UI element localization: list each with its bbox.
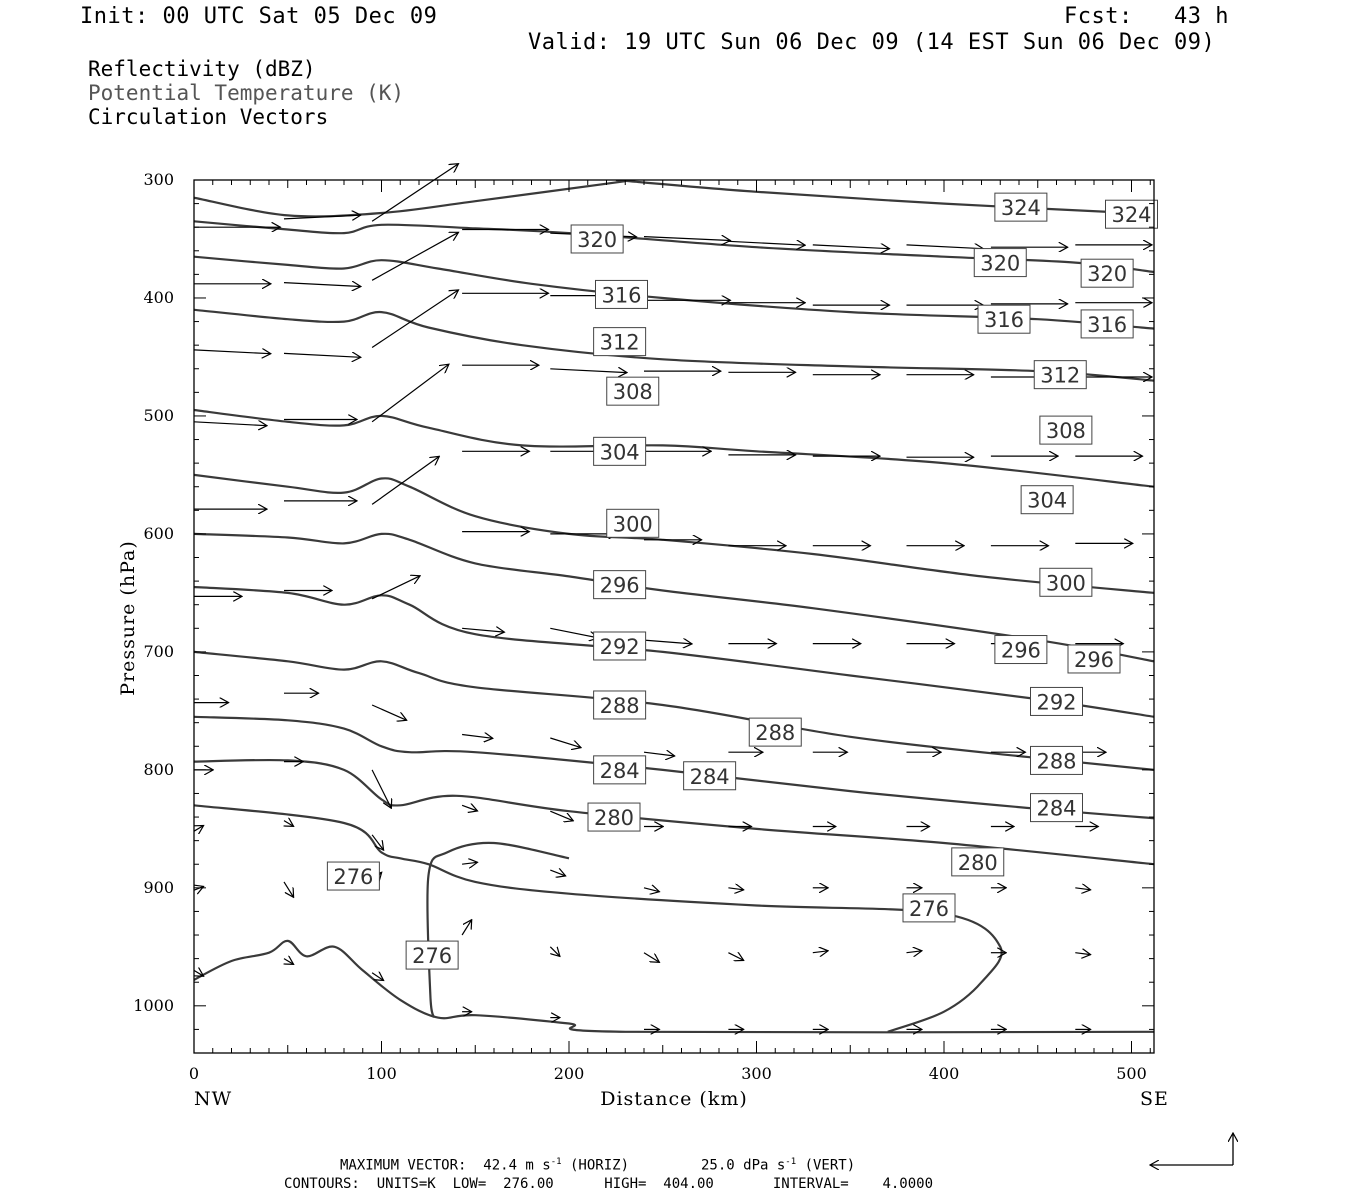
- contour-label-text: 316: [983, 308, 1025, 333]
- contour-label-288: [1031, 746, 1083, 774]
- contour-label-text: 300: [612, 512, 653, 537]
- x-tick-label: 400: [928, 1064, 960, 1083]
- circulation-vector: [372, 705, 407, 720]
- x-axis-title: Distance (km): [600, 1088, 748, 1110]
- contour-label-text: 276: [412, 944, 453, 969]
- isentrope-324: [616, 180, 1155, 215]
- max-vector-line: [340, 1157, 855, 1174]
- circulation-vector: [1075, 888, 1090, 890]
- contour-label-296: [594, 571, 646, 599]
- circulation-vector: [372, 364, 449, 422]
- circulation-vector: [728, 241, 805, 245]
- contour-label-text: 288: [755, 721, 796, 746]
- contour-label-300: [1040, 568, 1092, 596]
- circulation-vector: [813, 245, 890, 249]
- y-tick-label: 1000: [133, 995, 174, 1015]
- contour-label-304: [1021, 486, 1073, 514]
- x-end-label-left: NW: [194, 1088, 233, 1110]
- contour-label-text: 320: [577, 227, 618, 252]
- valid-time: Valid: 19 UTC Sun 06 Dec 09 (14 EST Sun 06 Dec 09): [528, 30, 1216, 55]
- circulation-vector: [462, 735, 493, 739]
- contour-label-324: [995, 193, 1047, 221]
- circulation-vector: [550, 369, 627, 373]
- contour-label-text: 312: [1040, 363, 1081, 388]
- circulation-vector: [372, 290, 458, 348]
- circulation-vector: [284, 353, 361, 357]
- contour-label-text: 316: [1087, 312, 1128, 337]
- contour-label-320: [974, 249, 1026, 277]
- isentrope-280: [194, 805, 1002, 1032]
- circulation-vector: [907, 245, 984, 249]
- y-tick-label: 300: [143, 170, 174, 189]
- contour-label-text: 300: [1045, 571, 1086, 596]
- x-tick-label: 0: [188, 1064, 200, 1083]
- contour-label-text: 280: [957, 850, 998, 875]
- circulation-vector: [284, 821, 294, 827]
- contour-label-300: [607, 509, 659, 537]
- contour-label-308: [607, 377, 659, 405]
- y-tick-label: 400: [143, 287, 174, 307]
- x-tick-label: 200: [553, 1064, 585, 1083]
- contour-label-text: 320: [980, 251, 1021, 276]
- contour-label-text: 324: [1111, 203, 1152, 228]
- contour-label-288: [594, 691, 646, 719]
- circulation-vector: [550, 947, 560, 957]
- isentrope-324: [194, 181, 625, 216]
- circulation-vector: [644, 752, 675, 756]
- reference-vector-icon: [1150, 1133, 1233, 1165]
- circulation-vector: [644, 640, 692, 644]
- circulation-vector: [372, 164, 458, 222]
- circulation-vector: [550, 738, 581, 748]
- y-axis-title: Pressure (hPa): [117, 540, 139, 696]
- isentrope-276: [194, 941, 1154, 1033]
- contour-label-text: 320: [1087, 262, 1128, 287]
- contour-label-292: [594, 632, 646, 660]
- field-reflectivity: Reflectivity (dBZ): [88, 57, 316, 81]
- contour-label-288: [749, 718, 801, 746]
- contour-label-284: [1031, 794, 1083, 822]
- contour-label-284: [684, 762, 736, 790]
- contour-label-284: [594, 756, 646, 784]
- contour-label-text: 308: [612, 380, 653, 405]
- contour-label-text: 296: [1073, 647, 1115, 672]
- circulation-vector: [284, 882, 294, 897]
- contour-label-text: 304: [599, 440, 640, 465]
- contour-label-280: [588, 803, 640, 831]
- circulation-vector: [372, 770, 391, 808]
- x-tick-label: 100: [366, 1064, 397, 1083]
- contour-label-292: [1031, 687, 1083, 715]
- circulation-vector: [1075, 953, 1090, 955]
- contour-info: CONTOURS: UNITS=K LOW= 276.00 HIGH= 404.00 INTERVAL= 4.0000: [284, 1176, 934, 1192]
- y-tick-label: 500: [143, 405, 174, 425]
- contour-label-316: [596, 280, 648, 308]
- contour-label-text: 280: [593, 806, 635, 831]
- contour-label-text: 284: [689, 764, 730, 789]
- contour-label-312: [1034, 361, 1086, 389]
- contour-label-276: [406, 941, 458, 969]
- contour-label-320: [571, 225, 623, 253]
- circulation-vector: [284, 959, 294, 965]
- circulation-vector: [194, 970, 204, 976]
- isentrope-276: [427, 843, 569, 1018]
- circulation-vector: [550, 628, 598, 638]
- contour-label-text: 276: [333, 865, 374, 890]
- isentrope-284: [194, 760, 1154, 864]
- circulation-vector: [728, 888, 743, 890]
- contour-label-text: 304: [1027, 488, 1068, 513]
- circulation-vector: [462, 920, 472, 935]
- contour-label-text: 276: [908, 896, 950, 921]
- circulation-vector: [550, 870, 565, 876]
- max-vector-vert-exp: -1: [785, 1157, 797, 1167]
- x-tick-label: 500: [1116, 1064, 1147, 1083]
- circulation-vector: [644, 953, 659, 963]
- max-vector-vert: (VERT): [796, 1157, 856, 1174]
- y-tick-label: 900: [143, 877, 174, 897]
- contour-label-296: [1068, 645, 1120, 673]
- contour-label-308: [1040, 416, 1092, 444]
- circulation-vector: [194, 826, 204, 832]
- max-vector-text: MAXIMUM VECTOR: 42.4 m s: [340, 1157, 551, 1174]
- circulation-vector: [462, 628, 504, 632]
- contour-label-316: [1081, 310, 1133, 338]
- field-potential-temperature: Potential Temperature (K): [88, 81, 405, 105]
- contour-label-276: [903, 894, 955, 922]
- circulation-vector: [194, 350, 271, 354]
- contour-label-304: [594, 437, 646, 465]
- y-tick-label: 800: [143, 759, 174, 779]
- max-vector-exp: -1: [550, 1157, 562, 1167]
- forecast-hour: Fcst: 43 h: [1064, 4, 1229, 29]
- contour-label-text: 296: [599, 573, 640, 598]
- max-vector-horiz: (HORIZ): [561, 1157, 629, 1174]
- contour-label-text: 292: [1036, 690, 1077, 715]
- contour-label-text: 284: [1036, 796, 1077, 821]
- circulation-vector: [194, 422, 267, 426]
- contour-label-312: [594, 328, 646, 356]
- max-vector-vert-value: 25.0 dPa s: [701, 1157, 786, 1174]
- contour-label-text: 316: [601, 283, 642, 308]
- contour-label-text: 284: [599, 758, 640, 783]
- circulation-vector: [372, 232, 458, 280]
- contour-label-280: [952, 848, 1004, 876]
- contour-label-276: [327, 862, 379, 890]
- isentrope-308: [194, 410, 1154, 487]
- contour-label-316: [978, 305, 1030, 333]
- contour-label-text: 288: [1036, 749, 1077, 774]
- init-time: Init: 00 UTC Sat 05 Dec 09: [80, 4, 438, 29]
- field-circulation-vectors: Circulation Vectors: [88, 105, 329, 129]
- circulation-vector: [462, 805, 477, 811]
- circulation-vector: [644, 888, 659, 892]
- circulation-vector: [813, 951, 828, 953]
- circulation-vector: [284, 283, 361, 287]
- circulation-vector: [372, 576, 420, 599]
- x-end-label-right: SE: [1140, 1088, 1169, 1110]
- contour-label-324: [1106, 200, 1158, 228]
- contour-label-320: [1081, 259, 1133, 287]
- isentrope-304: [194, 475, 1154, 596]
- contour-label-296: [995, 636, 1047, 664]
- contour-label-text: 308: [1045, 419, 1086, 444]
- y-tick-label: 700: [143, 641, 174, 661]
- contour-label-text: 288: [599, 693, 640, 718]
- circulation-vector: [550, 811, 573, 821]
- circulation-vector: [462, 862, 477, 864]
- contour-label-text: 296: [1000, 638, 1041, 663]
- x-tick-label: 300: [741, 1064, 772, 1083]
- circulation-vectors: [194, 164, 1152, 1030]
- contour-label-text: 312: [599, 330, 640, 355]
- contour-label-text: 292: [599, 634, 640, 659]
- contour-label-text: 324: [1000, 196, 1041, 221]
- circulation-vector: [728, 953, 743, 961]
- circulation-vector: [907, 951, 922, 953]
- y-tick-label: 600: [143, 523, 174, 543]
